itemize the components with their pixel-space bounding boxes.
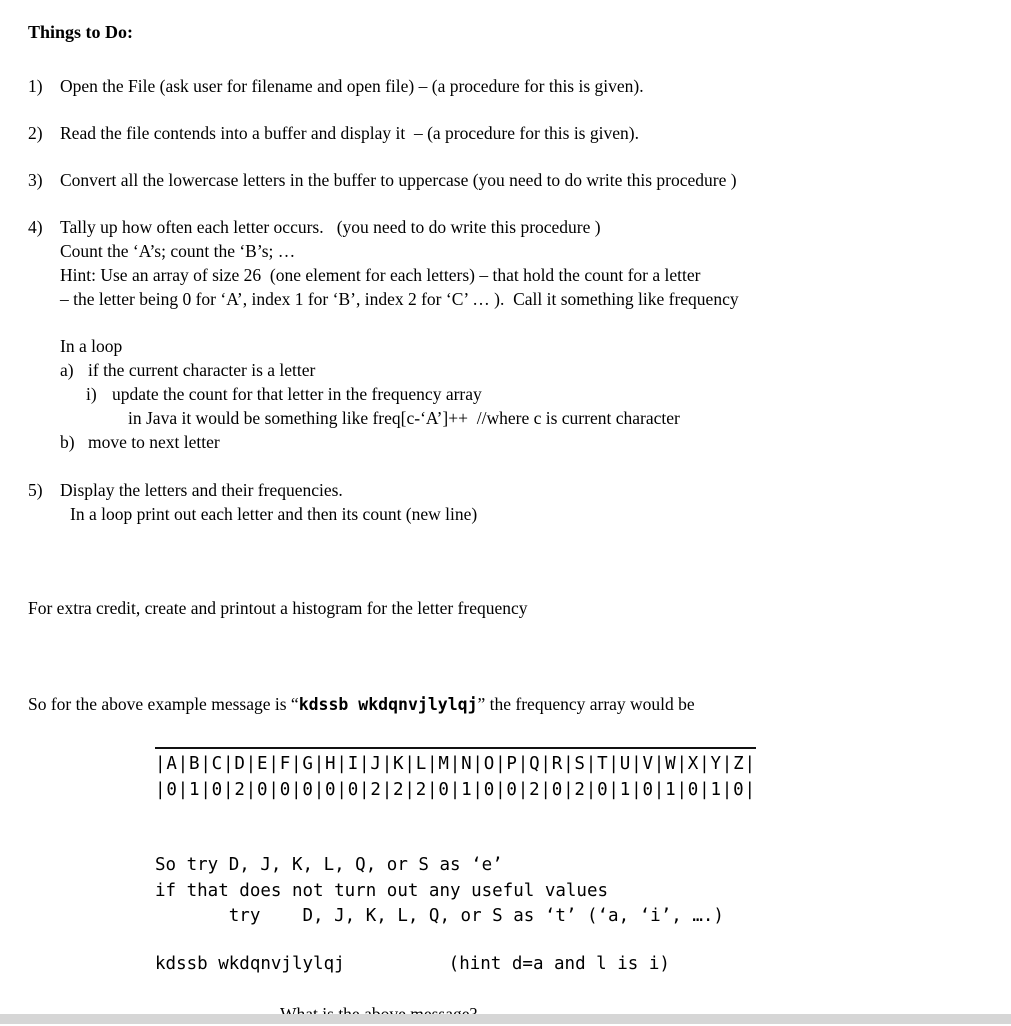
extra-credit-note: For extra credit, create and printout a histogram for the letter frequency: [28, 598, 528, 618]
step-text: update the count for that letter in the frequency array: [112, 384, 482, 404]
list-item-5: [28, 478, 983, 526]
list-item-3: [28, 168, 983, 192]
item-number: 3): [28, 170, 43, 190]
frequency-table-letters-row: |A|B|C|D|E|F|G|H|I|J|K|L|M|N|O|P|Q|R|S|T|U|V|W|X|Y|Z|: [155, 754, 756, 774]
list-item-2: [28, 121, 983, 145]
example-intro-before: So for the above example message is “: [28, 694, 299, 714]
example-message-code: kdssb wkdqnvjlylqj: [298, 695, 478, 714]
item-number: 2): [28, 123, 43, 143]
try-line-2: if that does not turn out any useful values: [155, 880, 609, 901]
decode-suggestion-block: [155, 853, 983, 930]
loop-pseudocode-block: [28, 334, 983, 454]
page-title: Things to Do:: [28, 22, 134, 42]
step-text: move to next letter: [88, 432, 220, 452]
loop-step-i: [86, 382, 983, 406]
list-item-1: [28, 74, 983, 98]
cipher-message-code: kdssb wkdqnvjlylqj: [155, 953, 345, 974]
item-text: Open the File (ask user for filename and open file) – (a procedure for this is given).: [60, 76, 644, 96]
item5-line1: Display the letters and their frequencies.: [60, 480, 343, 500]
java-example-line: in Java it would be something like freq[c-‘A’]++ //where c is current character: [128, 408, 680, 428]
item5-line2: In a loop print out each letter and then its count (new line): [70, 504, 478, 524]
step-letter: i): [86, 384, 97, 404]
page-bottom-edge: [0, 1014, 1011, 1024]
step-letter: b): [60, 432, 75, 452]
item-number: 5): [28, 480, 43, 500]
item4-line3: Hint: Use an array of size 26 (one element for each letters) – that hold the count for a letter: [60, 265, 701, 285]
item-text-block: [60, 478, 983, 526]
item-text-block: [60, 215, 983, 311]
example-intro-after: ” the frequency array would be: [477, 694, 695, 714]
try-line-1: So try D, J, K, L, Q, or S as ‘e’: [155, 855, 503, 875]
loop-step-b: [60, 430, 983, 454]
step-text: if the current character is a letter: [88, 360, 316, 380]
cipher-hint-text: (hint d=a and l is i): [448, 953, 670, 974]
item-number: 4): [28, 217, 43, 237]
loop-step-a: [60, 358, 983, 382]
item-number: 1): [28, 76, 43, 96]
cipher-hint-line: [155, 952, 983, 976]
loop-intro: In a loop: [60, 336, 123, 356]
item4-line2: Count the ‘A’s; count the ‘B’s; …: [60, 241, 296, 261]
item-text: Convert all the lowercase letters in the buffer to uppercase (you need to do write this procedure ): [60, 170, 737, 190]
try-line-3: try D, J, K, L, Q, or S as ‘t’ (‘a, ‘i’, ….): [155, 906, 724, 926]
item4-line4: – the letter being 0 for ‘A’, index 1 for ‘B’, index 2 for ‘C’ … ). Call it something like frequency: [60, 289, 739, 309]
frequency-table: [155, 747, 756, 803]
example-intro-line: [28, 692, 983, 717]
list-item-4: [28, 215, 983, 311]
item4-line1: Tally up how often each letter occurs. (you need to do write this procedure ): [60, 217, 601, 237]
item-text: Read the file contends into a buffer and display it – (a procedure for this is given).: [60, 123, 639, 143]
frequency-table-counts-row: |0|1|0|2|0|0|0|0|0|2|2|2|0|1|0|0|2|0|2|0|1|0|1|0|1|0|: [155, 780, 756, 800]
step-letter: a): [60, 360, 74, 380]
